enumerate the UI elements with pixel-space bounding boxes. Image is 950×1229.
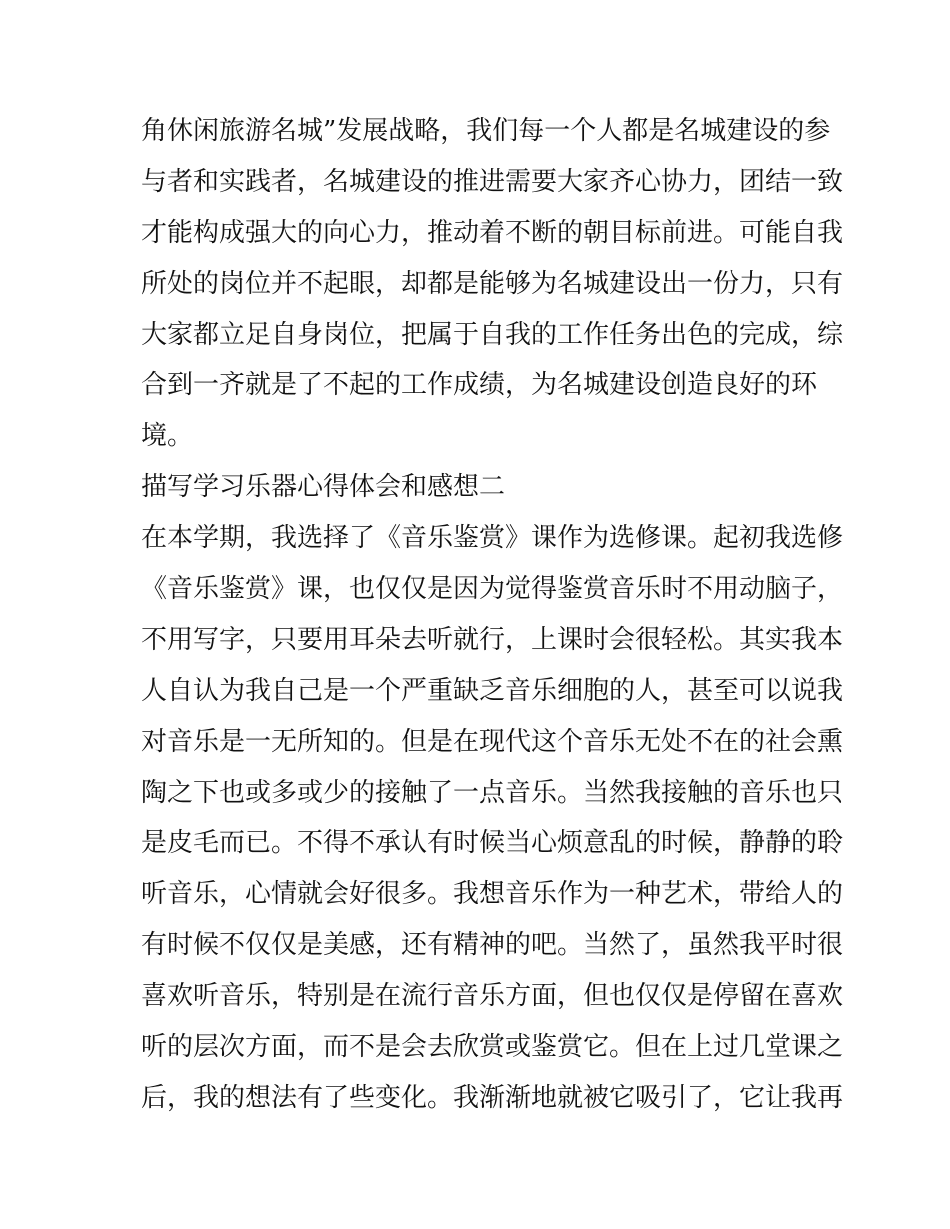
paragraph-line: 对音乐是一无所知的。但是在现代这个音乐无处不在的社会熏: [141, 726, 844, 757]
paragraph-line: 喜欢听音乐，特别是在流行音乐方面，但也仅仅是停留在喜欢: [141, 981, 844, 1012]
paragraph-line: 所处的岗位并不起眼，却都是能够为名城建设出一份力，只有: [141, 268, 844, 299]
paragraph-line: 《音乐鉴赏》课，也仅仅是因为觉得鉴赏音乐时不用动脑子，: [141, 574, 844, 605]
paragraph-line: 人自认为我自己是一个严重缺乏音乐细胞的人，甚至可以说我: [141, 675, 844, 706]
paragraph-line: 合到一齐就是了不起的工作成绩，为名城建设创造良好的环: [141, 370, 818, 401]
paragraph-line: 不用写字，只要用耳朵去听就行，上课时会很轻松。其实我本: [141, 624, 844, 655]
paragraph-line: 与者和实践者，名城建设的推进需要大家齐心协力，团结一致: [141, 166, 844, 197]
paragraph-line: 陶之下也或多或少的接触了一点音乐。当然我接触的音乐也只: [141, 777, 844, 808]
paragraph-line: 在本学期，我选择了《音乐鉴赏》课作为选修课。起初我选修: [141, 523, 844, 554]
document-body: [141, 106, 844, 1124]
paragraph-line: 境。: [141, 421, 194, 452]
paragraph-line: 角休闲旅游名城”发展战略，我们每一个人都是名城建设的参: [141, 116, 831, 146]
paragraph-line: 才能构成强大的向心力，推动着不断的朝目标前进。可能自我: [141, 217, 844, 248]
paragraph-line: 是皮毛而已。不得不承认有时候当心烦意乱的时候，静静的聆: [141, 828, 844, 859]
paragraph-line: 有时候不仅仅是美感，还有精神的吧。当然了，虽然我平时很: [141, 930, 844, 961]
paragraph-line: 听音乐，心情就会好很多。我想音乐作为一种艺术，带给人的: [141, 879, 844, 910]
paragraph-line: 听的层次方面，而不是会去欣赏或鉴赏它。但在上过几堂课之: [141, 1032, 844, 1063]
paragraph-line: 后，我的想法有了些变化。我渐渐地就被它吸引了，它让我再: [141, 1082, 844, 1113]
section-heading: 描写学习乐器心得体会和感想二: [141, 472, 506, 503]
paragraph-line: 大家都立足自身岗位，把属于自我的工作任务出色的完成，综: [141, 319, 844, 350]
